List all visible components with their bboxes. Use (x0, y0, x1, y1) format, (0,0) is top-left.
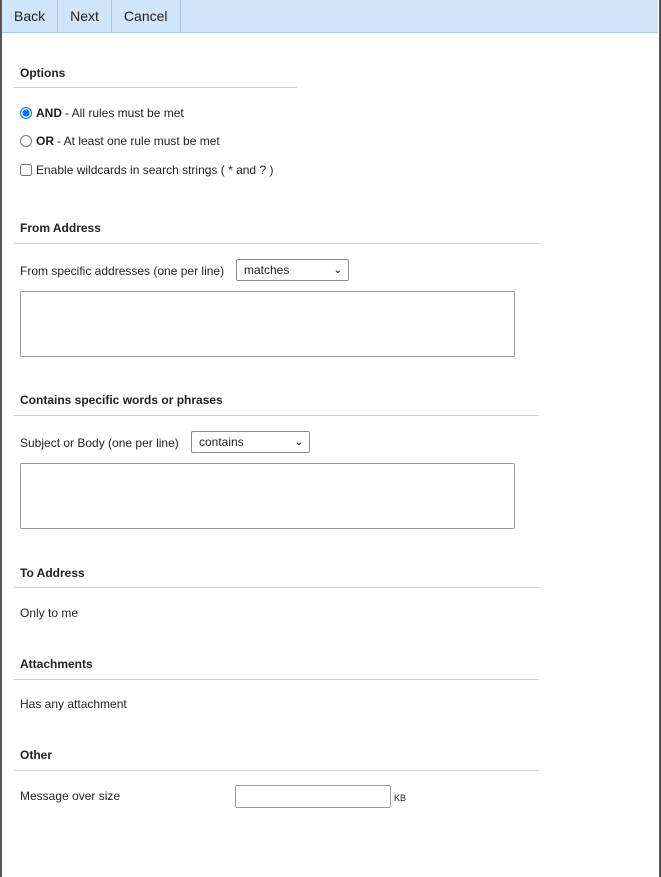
options-divider (14, 87, 297, 88)
wildcards-option[interactable] (20, 163, 273, 177)
has-attachment-option[interactable]: Has any attachment (20, 697, 127, 711)
cancel-button[interactable]: Cancel (112, 0, 181, 32)
from-address-match-select[interactable] (236, 259, 349, 281)
and-label-text: - All rules must be met (65, 106, 184, 120)
other-title: Other (20, 748, 53, 762)
from-address-match-value: matches (244, 263, 290, 277)
and-radio[interactable] (20, 107, 32, 119)
from-address-divider (14, 243, 539, 244)
attachments-title: Attachments (20, 657, 93, 671)
contains-title: Contains specific words or phrases (20, 393, 223, 407)
attachments-divider (14, 679, 539, 680)
or-label-bold: OR (36, 134, 54, 148)
message-size-label: Message over size (20, 789, 121, 803)
wildcards-label: Enable wildcards in search strings ( * and ? ) (36, 163, 274, 177)
contains-divider (14, 415, 539, 416)
next-button[interactable]: Next (58, 0, 112, 32)
contains-textarea[interactable] (20, 463, 515, 529)
or-option[interactable] (20, 134, 220, 148)
options-title: Options (20, 66, 66, 80)
and-option[interactable] (20, 106, 184, 120)
contains-match-select[interactable] (191, 431, 310, 453)
from-address-label: From specific addresses (one per line) (20, 264, 225, 278)
only-to-me-option[interactable]: Only to me (20, 606, 79, 620)
to-address-title: To Address (20, 566, 85, 580)
size-unit-label: KB (394, 793, 407, 803)
to-address-divider (14, 587, 539, 588)
and-label-bold: AND (36, 106, 62, 120)
or-label-text: - At least one rule must be met (57, 134, 220, 148)
message-size-input[interactable] (235, 785, 391, 808)
chevron-down-icon: ⌄ (294, 436, 303, 448)
contains-match-value: contains (199, 435, 244, 449)
from-address-textarea[interactable] (20, 291, 515, 357)
other-divider (14, 770, 539, 771)
window-left-border (0, 0, 2, 877)
from-address-title: From Address (20, 221, 101, 235)
back-button[interactable]: Back (2, 0, 58, 32)
wildcards-checkbox[interactable] (20, 164, 32, 176)
contains-label: Subject or Body (one per line) (20, 436, 179, 450)
or-radio[interactable] (20, 135, 32, 147)
toolbar (2, 0, 658, 33)
chevron-down-icon: ⌄ (333, 264, 342, 276)
